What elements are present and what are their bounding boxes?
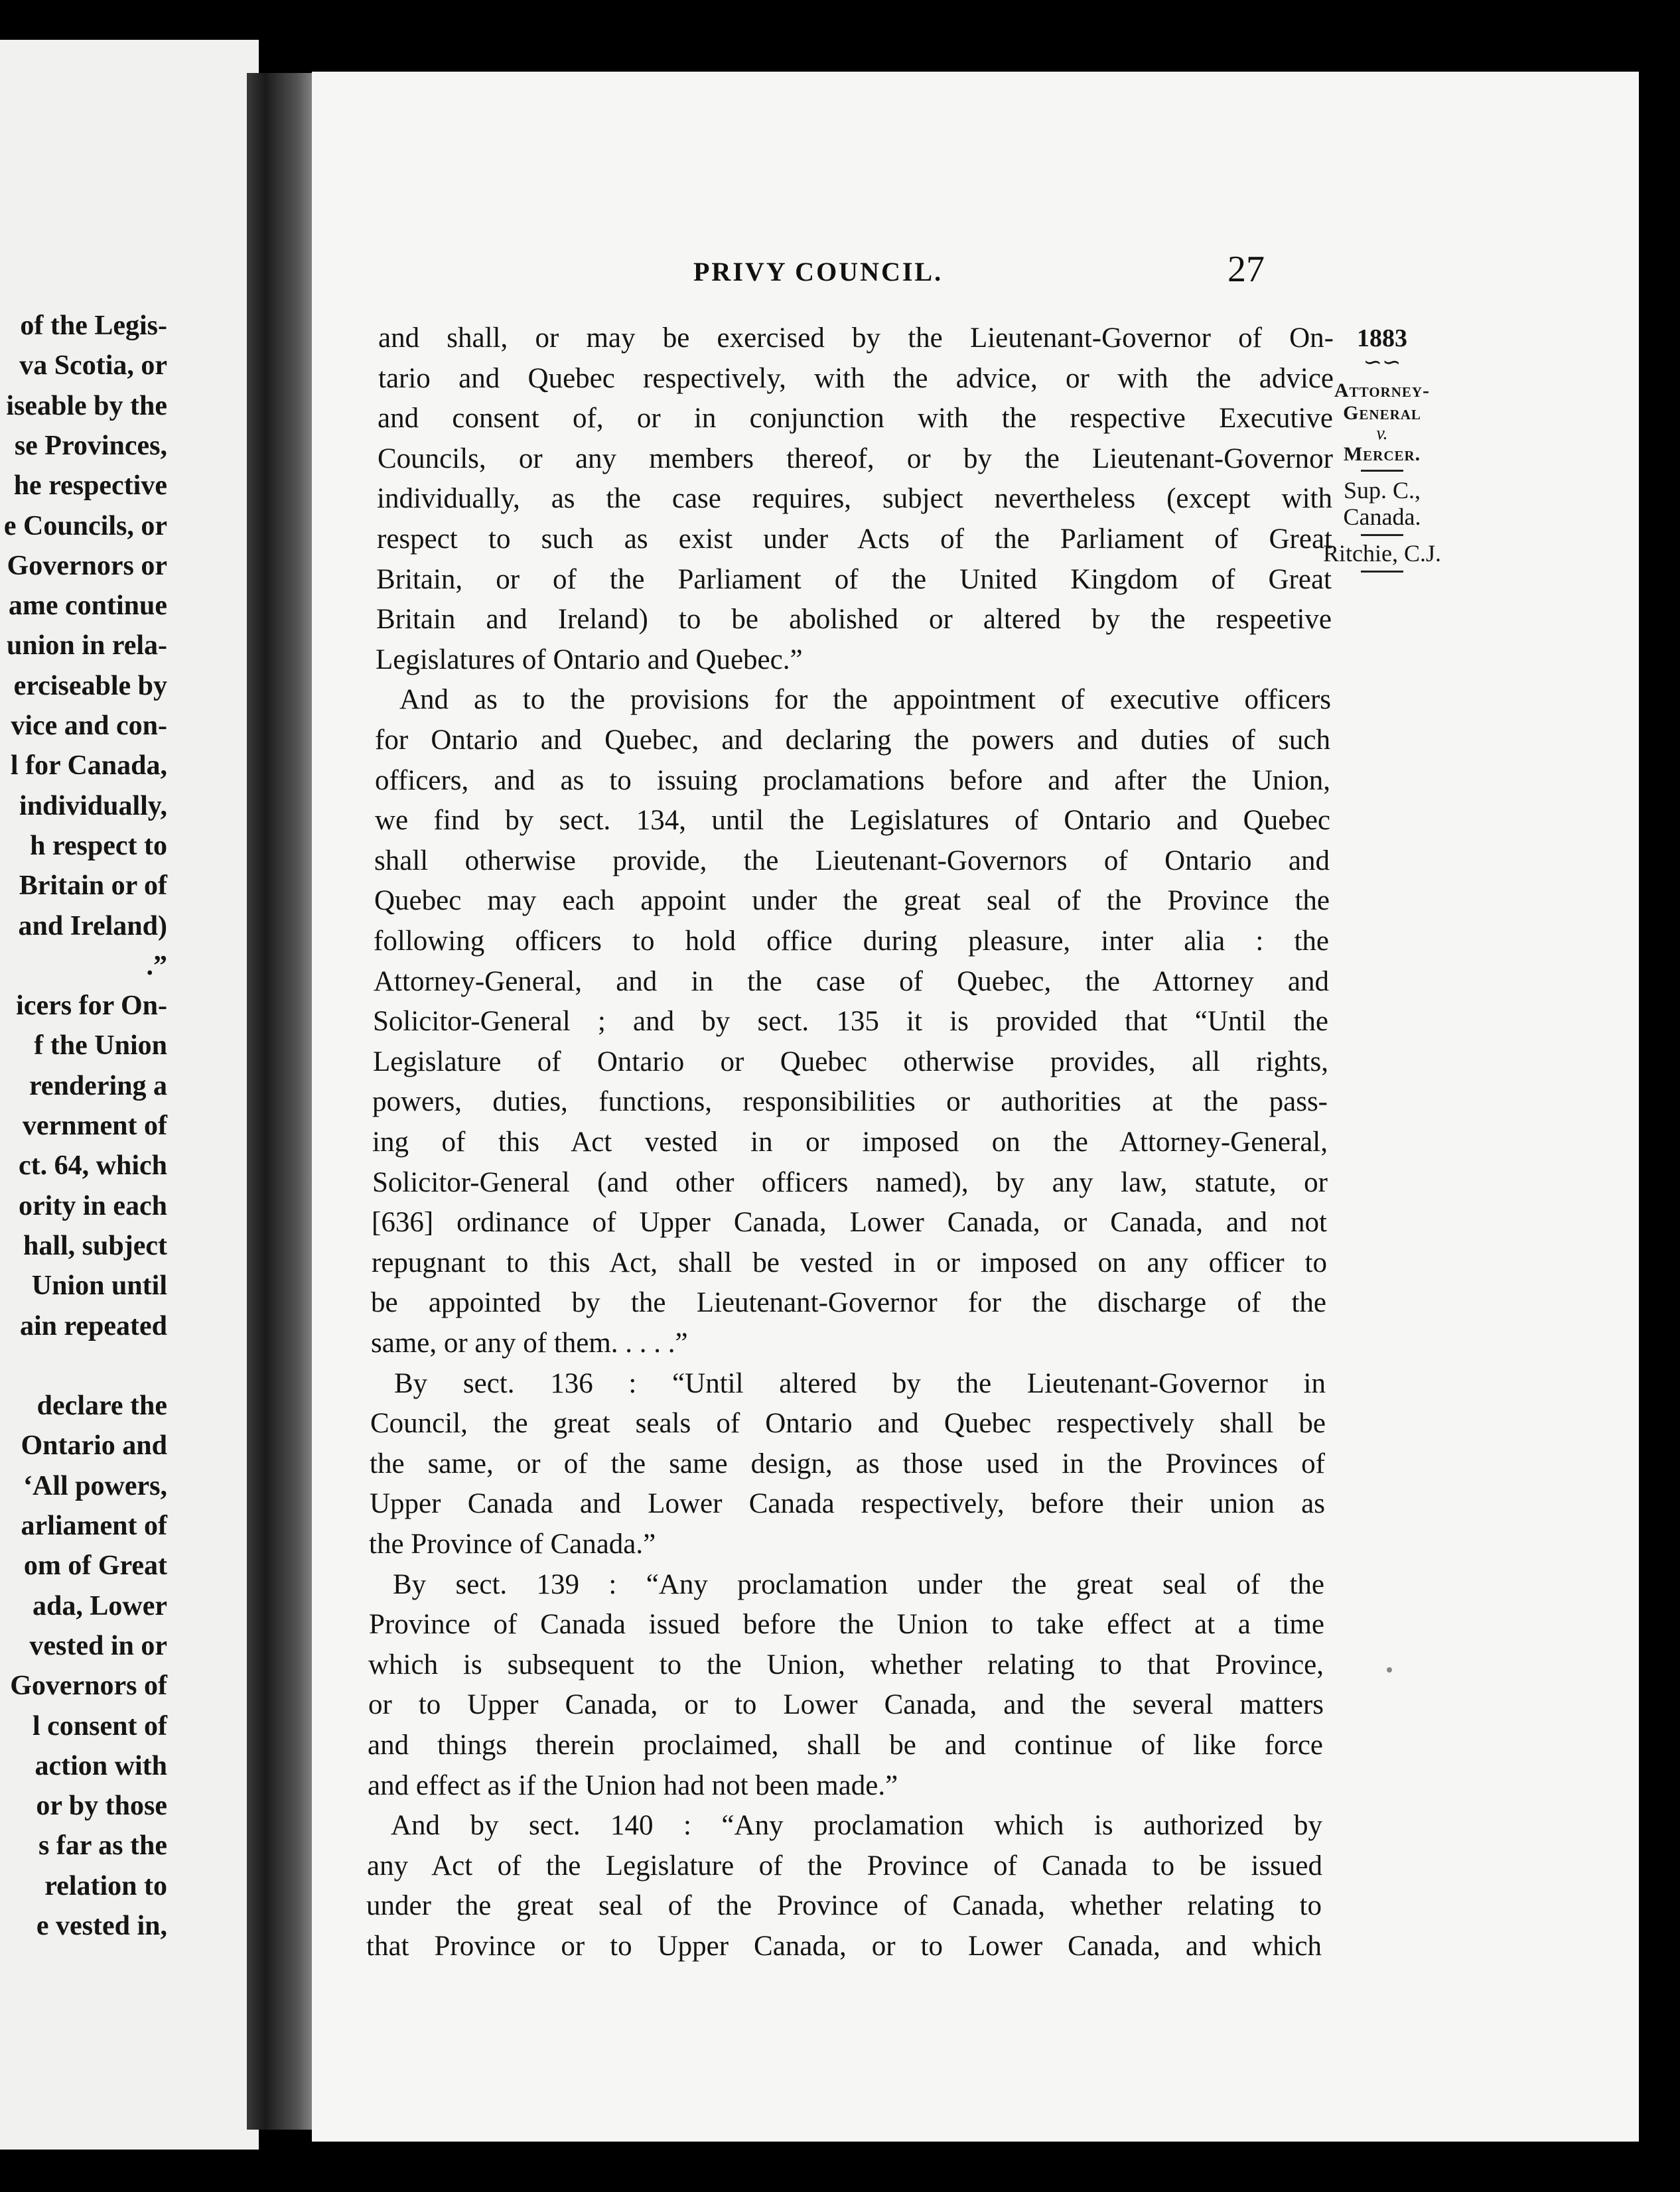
page-header [312, 249, 1639, 296]
margin-note [1286, 324, 1478, 577]
body-line: following officers to hold office during pleasure, inter alia : the [374, 925, 1329, 957]
left-page-line: Britain or of [19, 870, 167, 902]
body-line: tario and Quebec respectively, with the advice, or with the advice [378, 362, 1334, 394]
left-page-line: arliament of [21, 1511, 167, 1541]
body-line: be appointed by the Lieutenant-Governor for the discharge of the [371, 1287, 1326, 1319]
left-page-line: .” [146, 950, 167, 981]
left-page-line: ada, Lower [33, 1590, 167, 1621]
left-page-line: l for Canada, [10, 750, 167, 782]
body-line: And as to the provisions for the appointment of executive officers [399, 684, 1331, 716]
left-page-line: h respect to [30, 830, 167, 861]
body-line: we find by sect. 134, until the Legislatures of Ontario and Quebec [375, 805, 1330, 837]
left-page-line: of the Legis- [20, 310, 167, 341]
swash-ornament: ∽∽ [1363, 350, 1401, 375]
left-page-line: e Councils, or [3, 510, 167, 541]
left-page-line: vice and con- [11, 711, 167, 741]
body-line: and things therein proclaimed, shall be and continue of like force [368, 1730, 1323, 1761]
left-page-line: rendering a [29, 1070, 167, 1101]
body-line: ing of this Act vested in or imposed on the Attorney-General, [372, 1127, 1328, 1158]
body-line: the Province of Canada.” [369, 1529, 656, 1560]
left-page-line: iseable by the [6, 390, 167, 421]
body-line: respect to such as exist under Acts of the Parliament of Great [377, 523, 1332, 555]
versus: v. [1376, 423, 1388, 444]
body-line: Legislatures of Ontario and Quebec.” [376, 644, 803, 675]
left-page-line: ame continue [8, 590, 167, 622]
case-year: 1883 [1357, 324, 1407, 352]
left-page-line: hall, subject [23, 1230, 167, 1261]
left-page-line: ‘All powers, [23, 1470, 167, 1501]
body-line: individually, as the case requires, subject nevertheless (except with [377, 483, 1332, 515]
body-line: Britain, or of the Parliament of the United Kingdom of Great [376, 563, 1332, 595]
paper-speck [1387, 1667, 1392, 1673]
body-line: powers, duties, functions, responsibilities or authorities at the pass- [372, 1086, 1328, 1118]
rule-divider [1361, 470, 1403, 472]
body-line: under the great seal of the Province of Canada, whether relating to [366, 1890, 1322, 1922]
left-page-line: Governors of [10, 1671, 167, 1702]
left-page-line: se Provinces, [14, 430, 167, 461]
left-page-line: erciseable by [13, 670, 167, 701]
court-line1: Sup. C., [1343, 477, 1421, 504]
body-line: By sect. 136 : “Until altered by the Lieutenant-Governor in [394, 1367, 1326, 1399]
body-line: shall otherwise provide, the Lieutenant-Governors of Ontario and [374, 845, 1330, 876]
body-line: for Ontario and Quebec, and declaring the powers and duties of such [375, 724, 1330, 756]
body-line: and shall, or may be exercised by the Lieutenant-Governor of On- [378, 322, 1334, 354]
left-page-line: declare the [36, 1391, 167, 1422]
body-line: officers, and as to issuing proclamations before and after the Union, [375, 764, 1330, 796]
running-head: PRIVY COUNCIL. [693, 257, 944, 287]
left-page-line: ct. 64, which [19, 1150, 167, 1182]
party-two: Mercer. [1343, 443, 1421, 465]
left-page-line: Governors or [7, 550, 167, 581]
body-line: same, or any of them. . . . .” [371, 1328, 688, 1359]
previous-page [0, 40, 259, 2150]
left-page-line: icers for On- [16, 991, 167, 1022]
body-line: Council, the great seals of Ontario and Quebec respectively shall be [370, 1408, 1326, 1440]
left-page-line: e vested in, [36, 1911, 167, 1941]
body-line: repugnant to this Act, shall be vested in or imposed on any officer to [372, 1247, 1327, 1278]
body-line: Province of Canada issued before the Union to take effect at a time [369, 1609, 1324, 1641]
body-line: and consent of, or in conjunction with the respective Executive [378, 403, 1333, 435]
body-line: By sect. 139 : “Any proclamation under the great seal of the [393, 1568, 1324, 1600]
page-number: 27 [1227, 249, 1265, 290]
party-one-line1: Attorney- [1334, 379, 1431, 401]
body-line: or to Upper Canada, or to Lower Canada, and the several matters [368, 1689, 1324, 1721]
left-page-line: f the Union [34, 1030, 167, 1062]
body-line: Solicitor-General (and other officers named), by any law, statute, or [372, 1166, 1328, 1198]
left-page-line: vernment of [22, 1111, 167, 1141]
left-page-line: l consent of [33, 1710, 167, 1742]
left-page-line: va Scotia, or [19, 350, 167, 381]
body-line: [636] ordinance of Upper Canada, Lower Canada, or Canada, and not [372, 1207, 1327, 1239]
body-line: Britain and Ireland) to be abolished or altered by the respeetive [376, 604, 1332, 636]
party-one-line2: General [1343, 402, 1421, 424]
body-line: Legislature of Ontario or Quebec otherwise provides, all rights, [373, 1046, 1328, 1077]
body-line: Quebec may each appoint under the great seal of the Province the [374, 885, 1330, 917]
body-line: the same, or of the same design, as those used in the Provinces of [370, 1448, 1325, 1479]
book-gutter [247, 73, 320, 2130]
left-page-line: or by those [36, 1791, 167, 1822]
rule-divider [1361, 571, 1403, 573]
left-page-line: ain repeated [19, 1310, 167, 1341]
left-page-line: om of Great [23, 1550, 167, 1582]
body-line: Attorney-General, and in the case of Quebec, the Attorney and [374, 965, 1329, 997]
left-page-line: he respective [13, 470, 167, 502]
body-line: any Act of the Legislature of the Province of Canada to be issued [367, 1850, 1322, 1882]
left-page-line: union in rela- [7, 630, 167, 661]
left-page-line: action with [35, 1750, 167, 1781]
body-line: Upper Canada and Lower Canada respectively, before their union as [370, 1488, 1325, 1520]
body-line: Solicitor-General ; and by sect. 135 it is provided that “Until the [373, 1006, 1328, 1038]
left-page-line: and Ireland) [18, 910, 167, 941]
left-page-line: Union until [31, 1270, 167, 1302]
left-page-line: s far as the [38, 1830, 167, 1862]
left-page-line: individually, [19, 790, 167, 821]
left-page-line: ority in each [19, 1190, 167, 1221]
rule-divider [1361, 534, 1403, 536]
body-line: Councils, or any members thereof, or by the Lieutenant-Governor [378, 443, 1333, 474]
body-line: And by sect. 140 : “Any proclamation which is authorized by [391, 1810, 1322, 1842]
left-page-line: vested in or [29, 1630, 167, 1661]
book-page [312, 72, 1639, 2142]
judge-name: Ritchie, C.J. [1323, 540, 1441, 567]
left-page-line: Ontario and [21, 1430, 167, 1462]
body-line: that Province or to Upper Canada, or to Lower Canada, and which [366, 1931, 1322, 1962]
court-line2: Canada. [1343, 504, 1421, 530]
left-page-line: relation to [44, 1870, 167, 1901]
body-line: which is subsequent to the Union, whether relating to that Province, [368, 1649, 1324, 1680]
body-line: and effect as if the Union had not been made.” [368, 1769, 898, 1801]
